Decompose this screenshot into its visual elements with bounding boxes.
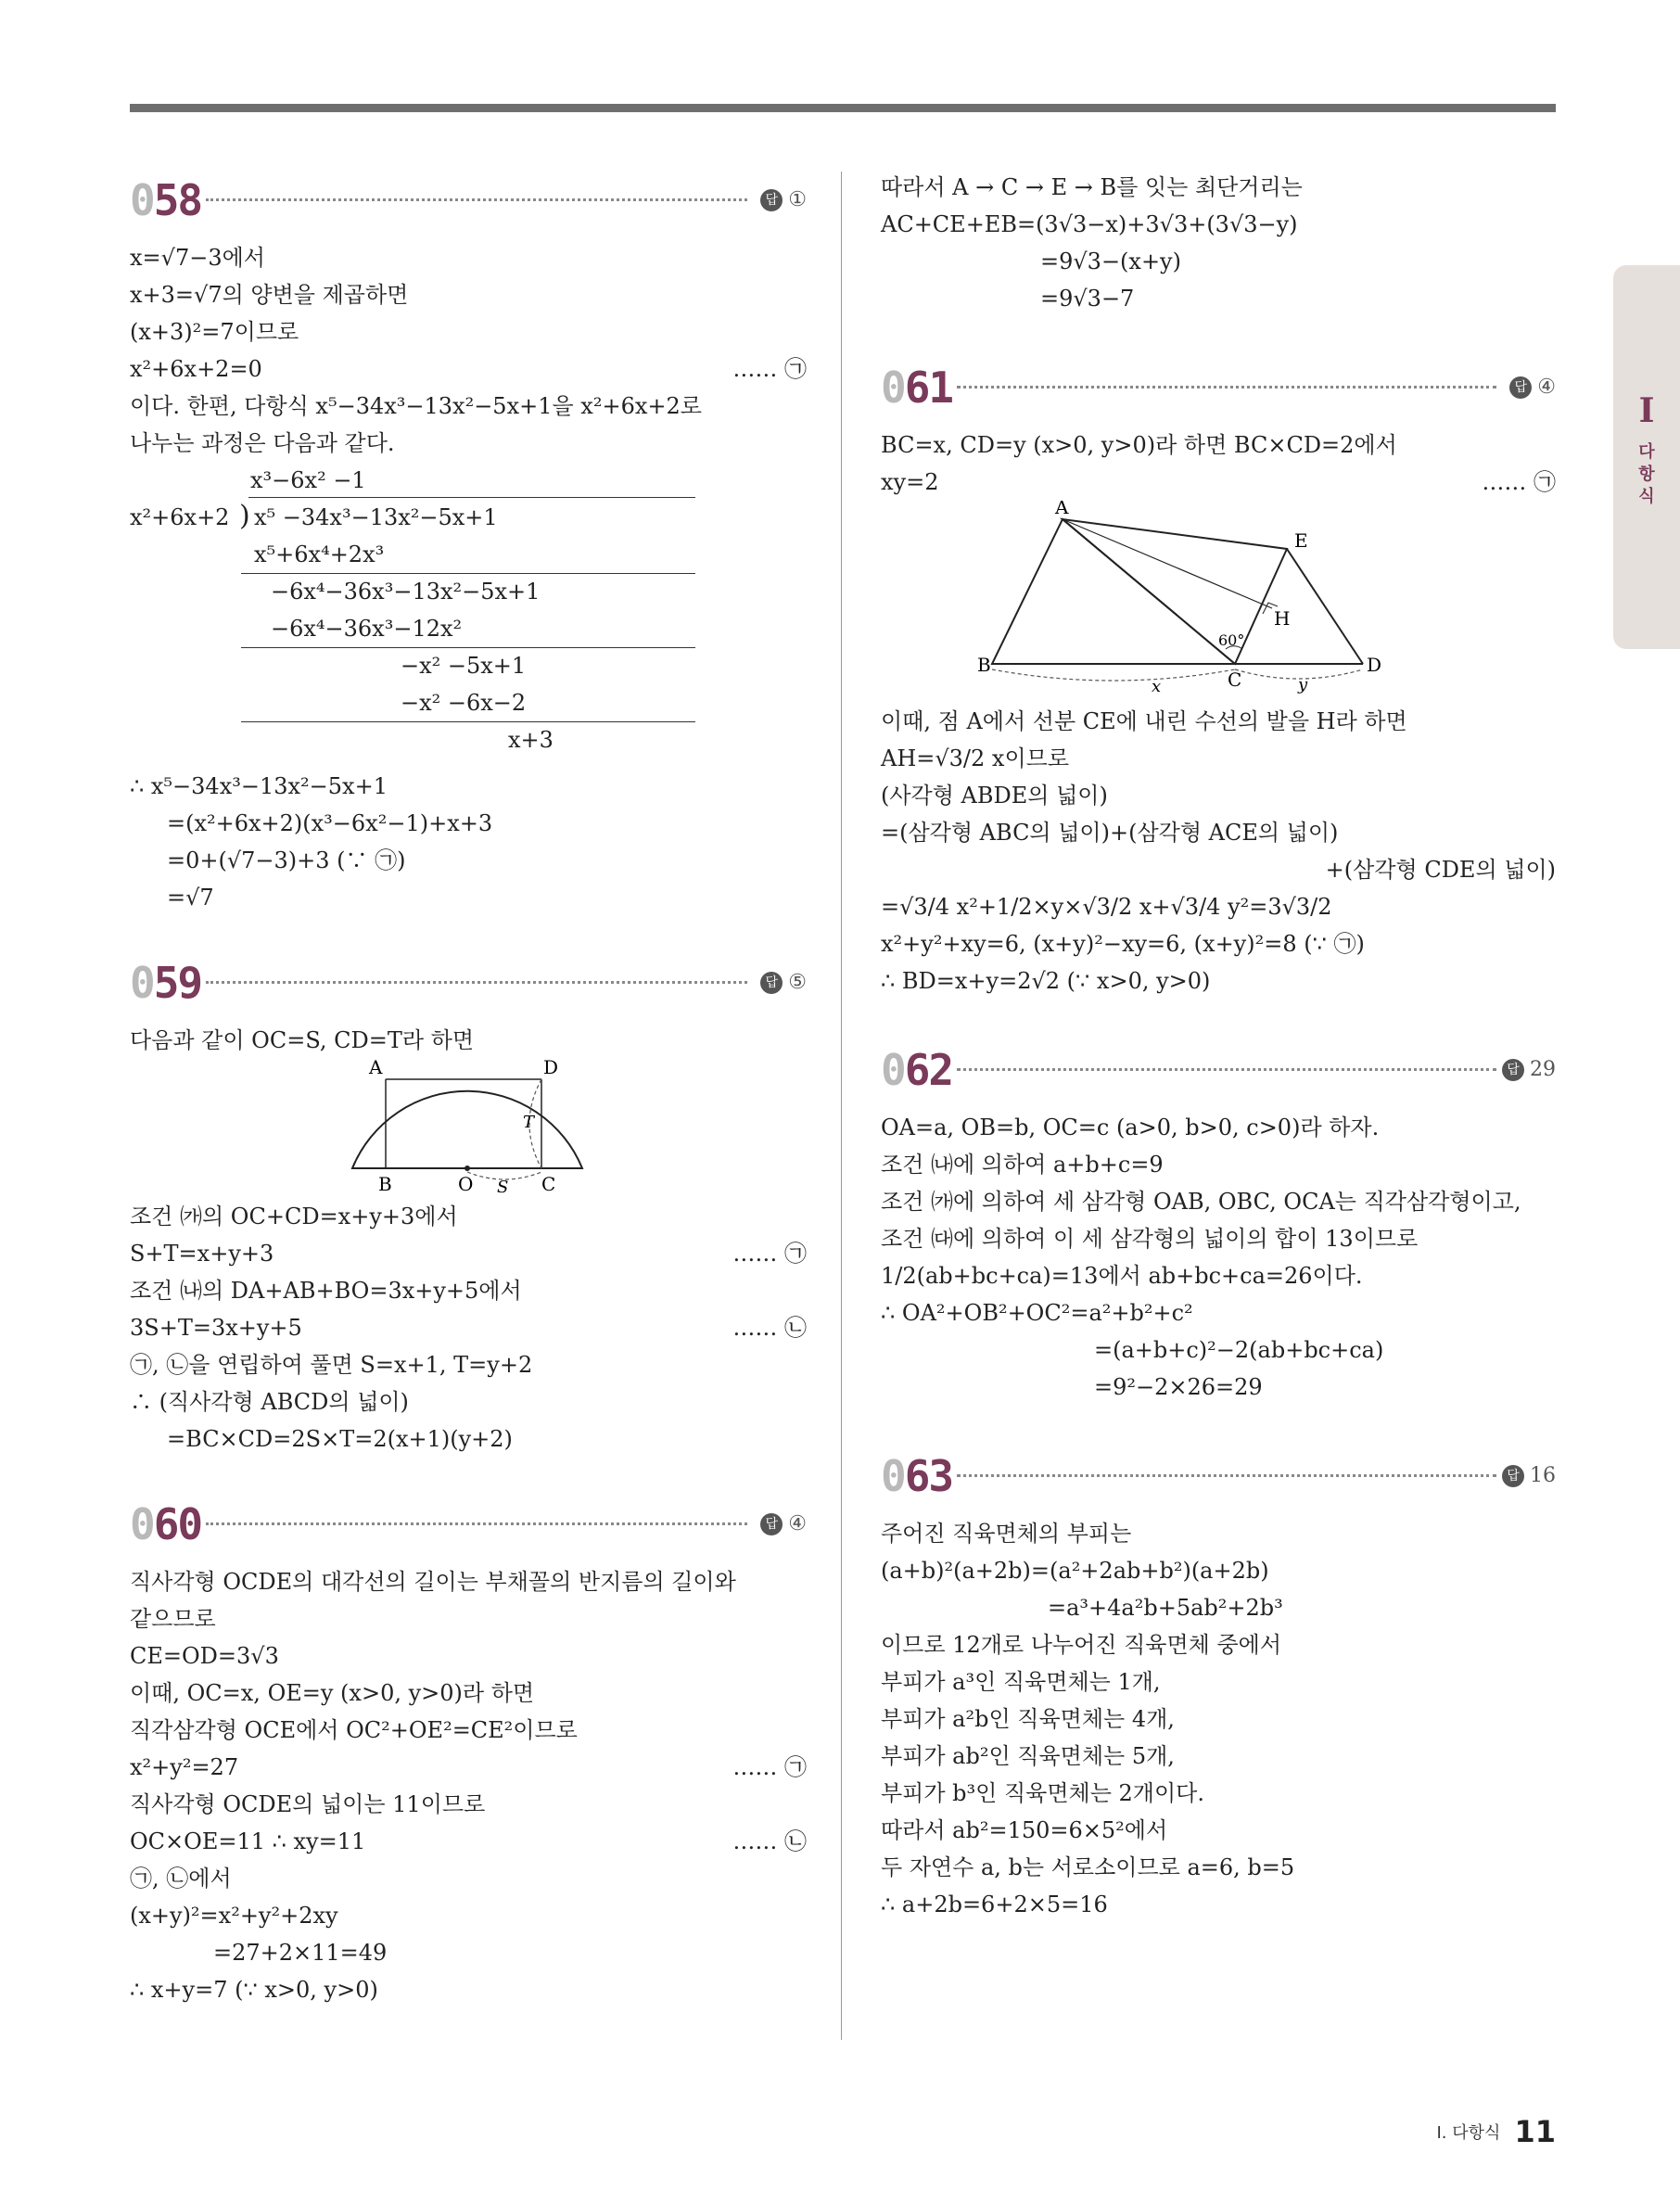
equilateral-triangles-diagram (881, 501, 1556, 703)
dotted-leader (957, 1474, 1496, 1477)
dotted-leader (206, 198, 747, 201)
solution-line: x²+y²+xy=6, (x+y)²−xy=6, (x+y)²=8 (∵ ㉠) (881, 931, 1365, 957)
label-x: x (1152, 677, 1162, 696)
dotted-leader (206, 1522, 747, 1525)
equation-marker: …… ㉠ (732, 1754, 807, 1780)
problem-header-060 (130, 1491, 807, 1558)
top-rule (130, 104, 1556, 112)
solution-line: 주어진 직육면체의 부피는 (881, 1521, 1132, 1547)
label-C: C (1228, 669, 1242, 691)
solution-line: AH=√3/2 x이므로 (881, 745, 1070, 771)
answer-label: 답 ④ (1509, 371, 1556, 404)
problem-number: 060 (130, 1499, 202, 1549)
solution-line: OA=a, OB=b, OC=c (a>0, b>0, c>0)라 하자. (881, 1115, 1380, 1140)
solution-line: 부피가 ab²인 직육면체는 5개, (881, 1743, 1175, 1769)
solution-line: ∴ x+y=7 (∵ x>0, y>0) (130, 1977, 378, 2003)
division-step: −x² −6x−2 (401, 690, 527, 716)
solution-line: =9√3−(x+y) (1040, 248, 1181, 274)
solution-line: 같으므로 (130, 1606, 216, 1632)
solution-line: (사각형 ABDE의 넓이) (881, 783, 1108, 809)
answer-badge-icon: 답 (760, 189, 783, 211)
label-C: C (541, 1173, 556, 1195)
division-step: −6x⁴−36x³−12x² (271, 616, 463, 642)
solution-line: 다음과 같이 OC=S, CD=T라 하면 (130, 1027, 475, 1053)
solution-line: 따라서 A → C → E → B를 잇는 최단거리는 (881, 174, 1303, 200)
solution-line: =√3/4 x²+1/2×y×√3/2 x+√3/4 y²=3√3/2 (881, 894, 1332, 920)
column-divider (841, 172, 842, 2040)
solution-line: AC+CE+EB=(3√3−x)+3√3+(3√3−y) (881, 211, 1298, 237)
label-B: B (977, 654, 991, 676)
triangle-figure (881, 501, 1556, 703)
division-quotient: x³−6x² −1 (250, 467, 366, 493)
solution-line: 1/2(ab+bc+ca)=13에서 ab+bc+ca=26이다. (881, 1263, 1363, 1289)
solution-line: 부피가 a³인 직육면체는 1개, (881, 1669, 1161, 1695)
dotted-leader (206, 981, 747, 984)
solution-line: 3S+T=3x+y+5 …… ㉡ (130, 1309, 807, 1346)
division-divisor: x²+6x+2 (130, 504, 230, 530)
label-A: A (369, 1059, 383, 1078)
solution-line: xy=2 …… ㉠ (881, 464, 1556, 501)
equation-marker: …… ㉡ (732, 1315, 807, 1341)
solution-line: 조건 ㈎의 OC+CD=x+y+3에서 (130, 1204, 458, 1229)
solution-line: =9²−2×26=29 (1094, 1374, 1263, 1400)
semicircle-diagram (130, 1059, 807, 1198)
label-H: H (1274, 607, 1291, 630)
equation-marker: …… ㉠ (732, 1241, 807, 1267)
problem-number: 061 (881, 363, 953, 413)
problem-header-061 (881, 354, 1556, 421)
equation-marker: …… ㉠ (1482, 469, 1556, 495)
problem-number: 058 (130, 175, 202, 225)
left-column (130, 167, 807, 2008)
solution-line: x²+6x+2=0 …… ㉠ (130, 350, 807, 388)
label-B: B (378, 1173, 392, 1195)
label-y: y (1298, 675, 1308, 694)
chapter-title: 다 항 식 (1638, 442, 1655, 506)
solution-line: ㉠, ㉡을 연립하여 풀면 S=x+1, T=y+2 (130, 1352, 533, 1378)
solution-line: 이때, OC=x, OE=y (x>0, y>0)라 하면 (130, 1680, 535, 1706)
division-bar (248, 497, 695, 498)
solution-line: 직각삼각형 OCE에서 OC²+OE²=CE²이므로 (130, 1717, 578, 1743)
division-final-remainder: x+3 (508, 727, 554, 753)
solution-line: 나누는 과정은 다음과 같다. (130, 430, 395, 456)
dotted-leader (957, 386, 1496, 389)
label-S: S (497, 1178, 509, 1197)
solution-line: (a+b)²(a+2b)=(a²+2ab+b²)(a+2b) (881, 1558, 1269, 1584)
solution-line: ∴ x⁵−34x³−13x²−5x+1 (130, 773, 388, 799)
label-T: T (523, 1113, 535, 1132)
solution-line: =27+2×11=49 (213, 1940, 388, 1966)
solution-line: ∴ OA²+OB²+OC²=a²+b²+c² (881, 1300, 1193, 1326)
label-D: D (543, 1059, 559, 1078)
solution-line: S+T=x+y+3 …… ㉠ (130, 1235, 807, 1272)
solution-line: x²+y²=27 …… ㉠ (130, 1749, 807, 1786)
solution-line: BC=x, CD=y (x>0, y>0)라 하면 BC×CD=2에서 (881, 432, 1397, 458)
solution-line: CE=OD=3√3 (130, 1643, 279, 1669)
dotted-leader (957, 1068, 1496, 1071)
solution-line: 직사각형 OCDE의 대각선의 길이는 부채꼴의 반지름의 길이와 (130, 1569, 736, 1595)
solution-line: +(삼각형 CDE의 넓이) (1325, 857, 1556, 883)
solution-line: 부피가 b³인 직육면체는 2개이다. (881, 1780, 1204, 1806)
label-A: A (1055, 501, 1069, 518)
division-dividend: x⁵ −34x³−13x²−5x+1 (254, 504, 498, 530)
solution-line: (x+y)²=x²+y²+2xy (130, 1903, 338, 1929)
answer-label: 답 ① (760, 184, 807, 217)
solution-line: 조건 ㈎에 의하여 세 삼각형 OAB, OBC, OCA는 직각삼각형이고, (881, 1189, 1521, 1215)
solution-line: =(a+b+c)²−2(ab+bc+ca) (1094, 1337, 1384, 1363)
solution-line: 직사각형 OCDE의 넓이는 11이므로 (130, 1791, 486, 1817)
semicircle-figure (130, 1059, 807, 1198)
solution-line: 이때, 점 A에서 선분 CE에 내린 수선의 발을 H라 하면 (881, 708, 1407, 734)
solution-line: (x+3)²=7이므로 (130, 319, 299, 345)
solution-line: =a³+4a²b+5ab²+2b³ (1048, 1595, 1283, 1621)
solution-line: 두 자연수 a, b는 서로소이므로 a=6, b=5 (881, 1854, 1295, 1880)
division-rule (241, 573, 695, 574)
answer-label: 답 ④ (760, 1508, 807, 1541)
solution-line: x=√7−3에서 (130, 245, 265, 271)
problem-number: 062 (881, 1045, 953, 1095)
problem-header-058 (130, 167, 807, 234)
page-footer (1436, 2114, 1556, 2149)
long-division (130, 462, 807, 768)
chapter-roman-numeral: I (1638, 391, 1655, 430)
solution-line: ∴ a+2b=6+2×5=16 (881, 1892, 1108, 1917)
solution-line: ㉠, ㉡에서 (130, 1866, 232, 1892)
solution-line: 조건 ㈏에 의하여 a+b+c=9 (881, 1152, 1164, 1178)
answer-label: 답 16 (1502, 1459, 1556, 1493)
problem-number: 063 (881, 1451, 953, 1501)
answer-badge-icon: 답 (1502, 1059, 1524, 1081)
problem-header-062 (881, 1037, 1556, 1103)
solution-line: 부피가 a²b인 직육면체는 4개, (881, 1706, 1175, 1732)
right-column (881, 169, 1556, 1923)
label-D: D (1367, 654, 1382, 676)
solution-line: =0+(√7−3)+3 (∵ ㉠) (167, 847, 406, 873)
answer-badge-icon: 답 (1509, 376, 1532, 399)
solution-line: 따라서 ab²=150=6×5²에서 (881, 1817, 1168, 1843)
page-number: 11 (1514, 2114, 1556, 2149)
answer-badge-icon: 답 (1502, 1465, 1524, 1487)
equation-marker: …… ㉡ (732, 1828, 807, 1854)
angle-label: 60° (1218, 631, 1245, 649)
solution-line: 조건 ㈏의 DA+AB+BO=3x+y+5에서 (130, 1278, 522, 1304)
problem-header-059 (130, 949, 807, 1016)
problem-number: 059 (130, 958, 202, 1008)
chapter-tab (1613, 265, 1680, 649)
footer-section: Ⅰ. 다항식 (1436, 2123, 1501, 2143)
solution-line: =9√3−7 (1040, 286, 1135, 312)
solution-line: ∴ (직사각형 ABCD의 넓이) (130, 1389, 409, 1415)
solution-line: =BC×CD=2S×T=2(x+1)(y+2) (167, 1426, 513, 1452)
solution-line: ∴ BD=x+y=2√2 (∵ x>0, y>0) (881, 968, 1211, 994)
label-E: E (1294, 529, 1308, 552)
solution-line: x+3=√7의 양변을 제곱하면 (130, 282, 409, 308)
solution-line: 이므로 12개로 나누어진 직육면체 중에서 (881, 1632, 1281, 1658)
division-rule (241, 721, 695, 722)
problem-header-063 (881, 1443, 1556, 1509)
division-remainder: −x² −5x+1 (401, 653, 527, 679)
solution-line: =(x²+6x+2)(x³−6x²−1)+x+3 (167, 810, 493, 836)
answer-label: 답 ⑤ (760, 966, 807, 1000)
label-O: O (458, 1173, 474, 1195)
division-rule (241, 647, 695, 648)
division-step: x⁵+6x⁴+2x³ (254, 541, 385, 567)
solution-line: 조건 ㈐에 의하여 이 세 삼각형의 넓이의 합이 13이므로 (881, 1226, 1419, 1252)
equation-marker: …… ㉠ (732, 356, 807, 382)
solution-line: =√7 (167, 885, 214, 911)
solution-line: 이다. 한편, 다항식 x⁵−34x³−13x²−5x+1을 x²+6x+2로 (130, 393, 702, 419)
solution-line: OC×OE=11 ∴ xy=11 …… ㉡ (130, 1823, 807, 1860)
answer-badge-icon: 답 (760, 1513, 783, 1535)
solution-line: =(삼각형 ABC의 넓이)+(삼각형 ACE의 넓이) (881, 820, 1339, 846)
division-bracket: ) (239, 500, 250, 532)
answer-label: 답 29 (1502, 1053, 1556, 1087)
division-remainder: −6x⁴−36x³−13x²−5x+1 (271, 579, 541, 605)
answer-badge-icon: 답 (760, 972, 783, 994)
